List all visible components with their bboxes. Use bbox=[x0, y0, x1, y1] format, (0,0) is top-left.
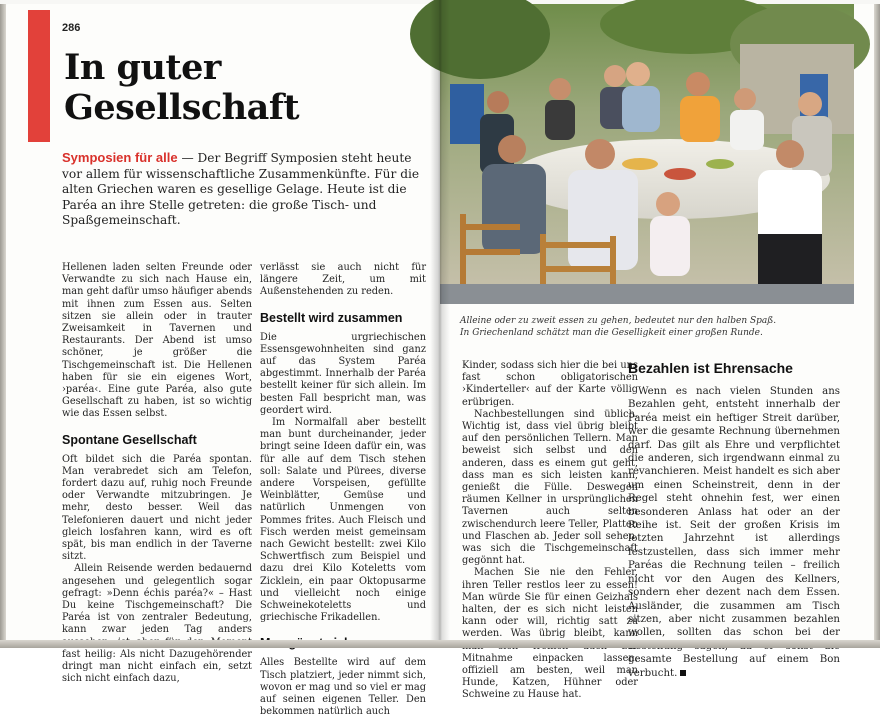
paragraph: Allein Reisende werden bedauernd angesehen und gelegentlich sogar gefragt: »Denn échis paréa?« – Hast Du keine Tischgemeinschaft? Die Paréa ist von zentraler Bedeutung, kann zwar jeden Tag anders fast heilig: Als nicht Dazugehörender dringt man nicht einfach ein, setzt sich nicht einfach dazu, bbox=[62, 563, 252, 685]
book-edge-right bbox=[874, 4, 880, 644]
photo-caption bbox=[460, 315, 850, 339]
paragraph: Machen Sie nie den Fehler, ihren Teller restlos leer zu essen! Man würde Sie für einen Geizhals halten, der es sich nicht leisten kann oder will, richtig satt zu werden. Was übrig bleibt, kann Mitnahme einpacken lassen: offiziell am besten, weil man Hunde, Katzen, Hühner oder Schweine zu Hause hat. bbox=[462, 567, 638, 701]
page-number: 286 bbox=[62, 22, 81, 34]
paragraph bbox=[628, 385, 840, 680]
paragraph: Die urgriechischen Essensgewohnheiten sind ganz auf das System Paréa abgestimmt. Innerhalb der Paréa bestellt keiner für sich allein. Im besten Fall bespricht man, was geordert wird. bbox=[260, 331, 426, 416]
page-title: In guter Gesellschaft bbox=[64, 47, 300, 128]
book-spine-shadow bbox=[430, 0, 450, 648]
section-heading-bezahlen: Bezahlen ist Ehrensache bbox=[628, 360, 793, 376]
taverna-photo bbox=[440, 4, 854, 304]
right-column-1 bbox=[462, 360, 638, 702]
intro-paragraph bbox=[62, 150, 422, 229]
paragraph: Im Normalfall aber bestellt man bunt durcheinander, jeder bringt seine Ideen dafür ein, was für alle auf dem Tisch stehen soll: Salate und Pürees, diverse andere Vorspeisen, gefüllte Weinblätter, Gemüse und natürlich Unmengen von Pommes frites. Auch Fleisch und Fisch werden meist gemeinsam nach Gewicht bestellt: zwei Kilo Schwertfisch zum Beispiel und dazu drei Kilo Koteletts vom Zicklein, ein paar Oktopusarme und vielleicht noch einige Schweinekoteletts und griechische Frikadellen. bbox=[260, 417, 426, 624]
book-edge-bottom bbox=[0, 640, 880, 648]
paragraph-text: Wenn es nach vielen Stunden ans Bezahlen geht, entsteht innerhalb der Paréa meist ein heftiger Streit darüber, wer die gesamte Rechnung übernehmen darf. Das gilt als Ehre und verpflichtet die anderen, sich irgendwann einmal zu revanchieren. Meist handelt es sich aber um einen Scheinstreit, denn in der Regel steht ohnehin fest, wer einen besonderen Anlass hat oder an der Reihe ist. Seit der großen Krisis im letzten Jahrzehnt ist allerdings festzustellen, dass sich immer mehr Paréas die Rechnung teilen – freilich nicht vor den Augen des Kellners, sondern eher dezent nach dem Essen. Ausländer, die zusammen am Tisch sitzen, aber nicht zusammen bezahlen wollen, sollten das schon bei der gesamte Bestellung auf einem Bon verbucht. bbox=[628, 386, 840, 679]
paragraph: Kinder, sodass sich hier die bei uns fast schon obligatorischen ›Kinderteller‹ auf der Karte völlig erübrigen. bbox=[462, 360, 638, 408]
left-page bbox=[6, 4, 438, 718]
accent-bar bbox=[28, 10, 50, 142]
left-column-1 bbox=[62, 262, 252, 686]
right-column-2 bbox=[628, 360, 840, 680]
caption-line: Alleine oder zu zweit essen zu gehen, bedeutet nur den halben Spaß. bbox=[460, 316, 777, 326]
intro-keyword: Symposien für alle bbox=[62, 150, 178, 165]
left-column-2 bbox=[260, 262, 426, 719]
paragraph: verlässt sie auch nicht für längere Zeit, um mit Außenstehenden zu reden. bbox=[260, 262, 426, 298]
paragraph: Oft bildet sich die Paréa spontan. Man verabredet sich am Telefon, fordert dazu auf, ruhig noch Freunde oder Verwandte mitzubringen. Je mehr, desto besser. Weil das Telefonieren dauert und nicht jeder gleich losfahren kann, wird es oft spät, bis man endlich in der Taverne sitzt. bbox=[62, 453, 252, 563]
intro-text: — Der Begriff Symposien steht heute vor allem für wissenschaftliche Zusammenkünfte. Für die alten Griechen waren es gesellige Gelage. Heute ist die Paréa an ihre Stelle getreten: die große Tisch- und Spaßgemeinschaft. bbox=[62, 151, 420, 228]
right-page bbox=[440, 4, 874, 701]
end-mark-icon bbox=[680, 670, 686, 676]
paragraph: Hellenen laden selten Freunde oder Verwandte zu sich nach Hause ein, man geht dafür umso häufiger abends mit ihnen zum Essen aus. Selten sitzen sie allein oder in trauter Zweisamkeit in Tavernen und Restaurants. Der Abend ist umso schöner, je größer die Tischgemeinschaft ist. Die Hellenen haben für sie ein eigenes Wort, ›paréa‹. Eine gute Paréa, also gute Gesellschaft zu haben, ist so wichtig wie das Essen selbst. bbox=[62, 262, 252, 420]
paragraph: Alles Bestellte wird auf dem Tisch platziert, jeder nimmt sich, wovon er mag und so viel er mag auf seinen eigenen Teller. Den bekommen natürlich auch bbox=[260, 657, 426, 718]
caption-line: In Griechenland schätzt man die Geselligkeit einer großen Runde. bbox=[460, 328, 763, 338]
section-heading-bestellt: Bestellt wird zusammen bbox=[260, 310, 403, 325]
photo-illustration bbox=[440, 4, 854, 304]
section-heading-spontane: Spontane Gesellschaft bbox=[62, 432, 197, 447]
paragraph: Nachbestellungen sind üblich. Wichtig ist, dass viel übrig bleibt auf den persönlichen Tellern. Man beweist sich selbst und den anderen, dass es einem gut geht, dass man es sich leisten kann, genießt die Fülle. Deswegen räumen Kellner in ursprünglichen Tavernen auch selten zwischendurch leere Teller, Platten und Flaschen ab. Jeder soll sehen, was sich die Tischgemeinschaft gegönnt hat. bbox=[462, 408, 638, 567]
